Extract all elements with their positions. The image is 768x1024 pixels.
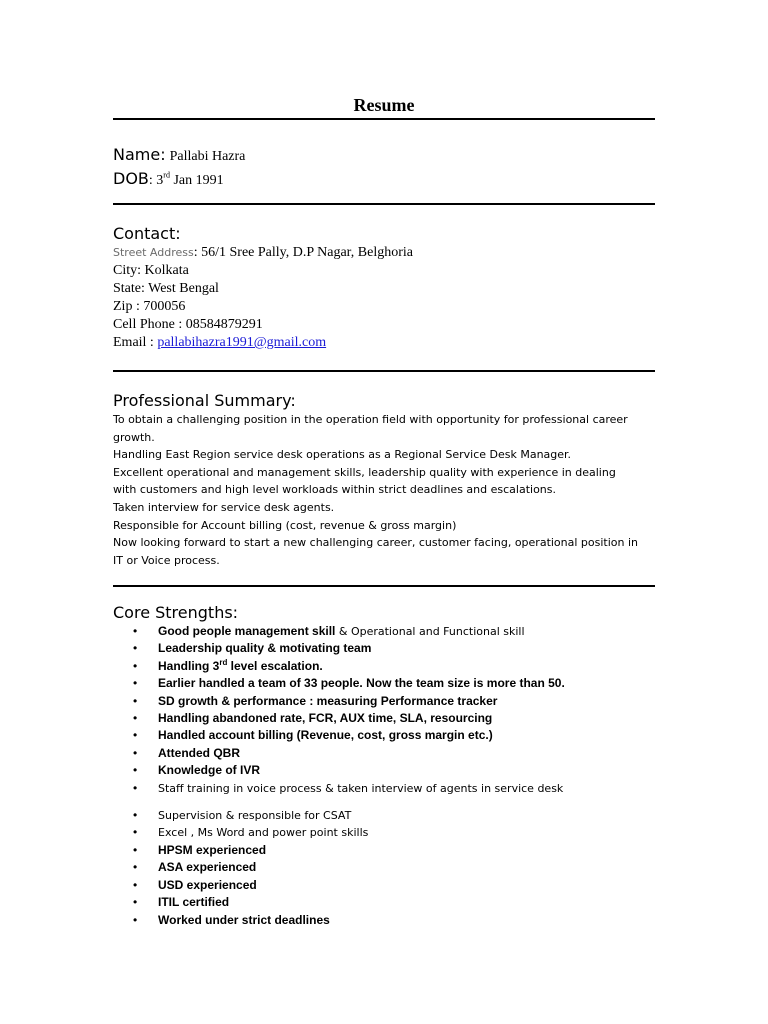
- list-item: [113, 807, 658, 824]
- summary-text: [113, 411, 658, 569]
- document-title: Resume: [353, 95, 415, 115]
- bullet-icon: •: [133, 895, 138, 910]
- strength-superscript: rd: [219, 657, 228, 667]
- dob-separator: : 3: [148, 173, 164, 188]
- list-item: [113, 859, 658, 876]
- contact-section: [113, 244, 658, 352]
- dob-value: Jan 1991: [169, 173, 224, 188]
- list-item: [113, 894, 658, 911]
- strength-text: level escalation.: [227, 658, 323, 673]
- list-item: [113, 727, 658, 744]
- bullet-icon: •: [133, 641, 138, 656]
- summary-line: IT or Voice process.: [113, 553, 220, 567]
- list-item: [113, 640, 658, 657]
- personal-info: [113, 144, 658, 192]
- strength-text: Attended QBR: [158, 745, 240, 760]
- bullet-icon: •: [133, 676, 138, 691]
- list-item: [113, 912, 658, 929]
- street-address-value: : 56/1 Sree Pally, D.P Nagar, Belghoria: [193, 245, 413, 260]
- list-item: [113, 710, 658, 727]
- bullet-icon: •: [133, 860, 138, 875]
- state-line: State: West Bengal: [113, 281, 219, 296]
- bullet-icon: •: [133, 711, 138, 726]
- bullet-icon: •: [133, 763, 138, 778]
- bullet-icon: •: [133, 842, 138, 857]
- street-address-line: [113, 244, 658, 262]
- strength-text: Worked under strict deadlines: [158, 912, 330, 927]
- summary-heading: Professional Summary:: [113, 391, 296, 410]
- strength-text: ASA experienced: [158, 860, 257, 875]
- summary-line: with customers and high level workloads within strict deadlines and escalations.: [113, 483, 557, 497]
- bullet-icon: •: [133, 825, 138, 840]
- strength-text: Earlier handled a team of 33 people. Now the team size is more than 50.: [158, 676, 565, 691]
- dob-line: [113, 168, 658, 192]
- strength-text: Handling 3: [158, 658, 220, 673]
- strength-text: & Operational and Functional skill: [335, 625, 525, 638]
- list-item: [113, 675, 658, 692]
- bullet-icon: •: [133, 808, 138, 823]
- list-item: [113, 623, 658, 640]
- dob-superscript: rd: [163, 170, 170, 180]
- list-item: [113, 658, 658, 675]
- bullet-icon: •: [133, 728, 138, 743]
- summary-line: Handling East Region service desk operations as a Regional Service Desk Manager.: [113, 448, 572, 462]
- divider: [113, 585, 655, 587]
- bullet-icon: •: [133, 877, 138, 892]
- summary-line: growth.: [113, 430, 155, 444]
- strength-text: Excel , Ms Word and power point skills: [158, 826, 369, 840]
- summary-line: Taken interview for service desk agents.: [113, 500, 335, 514]
- strength-text: Handled account billing (Revenue, cost, gross margin etc.): [158, 728, 493, 743]
- list-item: [113, 824, 658, 841]
- list-item: [113, 762, 658, 779]
- list-item: [113, 877, 658, 894]
- strength-text: SD growth & performance : measuring Performance tracker: [158, 693, 498, 708]
- list-item: [113, 693, 658, 710]
- list-item: [113, 842, 658, 859]
- summary-line: Now looking forward to start a new challenging career, customer facing, operational position in: [113, 536, 639, 550]
- dob-label: DOB: [113, 169, 149, 188]
- strengths-list: [113, 623, 658, 929]
- strength-text: Leadership quality & motivating team: [158, 641, 372, 656]
- zip-line: Zip : 700056: [113, 299, 186, 314]
- strength-text-bold: Good people management skill: [158, 624, 336, 638]
- email-label: Email :: [113, 335, 158, 350]
- strength-text: Knowledge of IVR: [158, 763, 260, 778]
- email-link[interactable]: pallabihazra1991@gmail.com: [157, 335, 327, 350]
- divider: [113, 203, 655, 205]
- summary-line: To obtain a challenging position in the operation field with opportunity for professional career: [113, 413, 628, 426]
- name-label: Name:: [113, 145, 166, 164]
- strength-text: ITIL certified: [158, 895, 230, 910]
- bullet-icon: •: [133, 658, 138, 673]
- bullet-icon: •: [133, 780, 138, 795]
- bullet-icon: •: [133, 624, 138, 638]
- divider: [113, 370, 655, 372]
- list-item: [113, 745, 658, 762]
- summary-line: Excellent operational and management skills, leadership quality with experience in dealing: [113, 465, 616, 479]
- phone-line: Cell Phone : 08584879291: [113, 317, 263, 332]
- summary-line: Responsible for Account billing (cost, revenue & gross margin): [113, 518, 457, 532]
- contact-heading: Contact:: [113, 224, 181, 243]
- strength-text: Supervision & responsible for CSAT: [158, 809, 352, 823]
- email-line: [113, 334, 658, 352]
- strength-text: HPSM experienced: [158, 842, 267, 857]
- bullet-icon: •: [133, 912, 138, 927]
- city-line: City: Kolkata: [113, 263, 189, 278]
- divider: [113, 118, 655, 120]
- strength-text: Handling abandoned rate, FCR, AUX time, SLA, resourcing: [158, 711, 493, 726]
- bullet-icon: •: [133, 745, 138, 760]
- strengths-heading: Core Strengths:: [113, 603, 239, 622]
- strength-text: Staff training in voice process & taken interview of agents in service desk: [158, 781, 564, 795]
- name-value: Pallabi Hazra: [169, 149, 246, 164]
- strength-text: USD experienced: [158, 877, 257, 892]
- list-item: [113, 780, 658, 797]
- bullet-icon: •: [133, 693, 138, 708]
- name-line: [113, 144, 658, 168]
- street-address-label: Street Address: [113, 246, 194, 259]
